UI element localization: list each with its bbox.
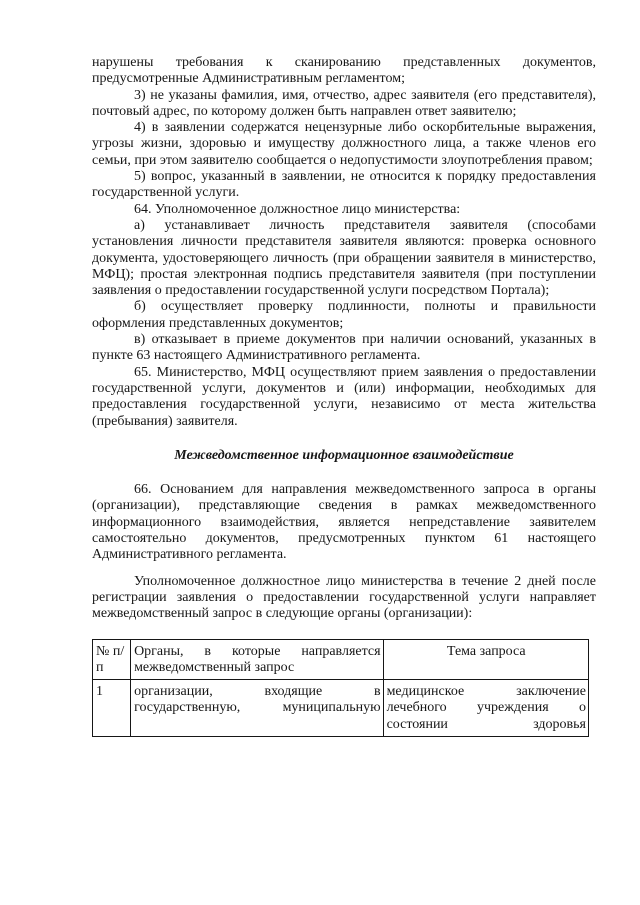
paragraph-64-b: б) осуществляет проверку подлинности, полноты и правильности оформления представленных документов;: [92, 299, 596, 331]
section-heading: Межведомственное информационное взаимодействие: [174, 447, 514, 463]
paragraph-64-a: а) устанавливает личность представителя заявителя (способами установления личности представителя заявителя являются: проверка основного документа, удостоверяющего личность (при обращении заявителя в министерство, МФЦ); простая электронная подпись представителя заявителя (при поступлении заявления о предоставлении государственной услуги посредством Портала);: [92, 217, 596, 299]
table-header-row: [93, 639, 589, 680]
paragraph-request-organs: Уполномоченное должностное лицо министерства в течение 2 дней после регистрации заявления о предоставлении государственной услуги направляет межведомственный запрос в следующие органы (организации):: [92, 573, 596, 622]
document-body: [92, 55, 596, 737]
request-table: [92, 639, 589, 737]
header-organs: Органы, в которые направляется межведомственный запрос: [131, 639, 384, 680]
table-row: [93, 680, 589, 737]
paragraph-item-3: 3) не указаны фамилия, имя, отчество, адрес заявителя (его представителя), почтовый адрес, по которому должен быть направлен ответ заявителю;: [92, 87, 596, 119]
paragraph-continuation: нарушены требования к сканированию представленных документов, предусмотренные Административным регламентом;: [92, 55, 596, 87]
row-num: 1: [93, 680, 131, 737]
header-num: № п/п: [93, 639, 131, 680]
paragraph-64-v: в) отказывает в приеме документов при наличии оснований, указанных в пункте 63 настоящего Административного регламента.: [92, 332, 596, 364]
paragraph-66: 66. Основанием для направления межведомственного запроса в органы (организации), представляющие сведения в рамках межведомственного информационного взаимодействия, является непредставление заявителем самостоятельно документов, предусмотренных пунктом 61 настоящего Административного регламента.: [92, 482, 596, 563]
paragraph-item-4: 4) в заявлении содержатся нецензурные либо оскорбительные выражения, угрозы жизни, здоровью и имуществу должностного лица, а также членов его семьи, при этом заявителю сообщается о недопустимости злоупотребления правом;: [92, 120, 596, 168]
paragraph-65: 65. Министерство, МФЦ осуществляют прием заявления о предоставлении государственной услуги, документов и (или) информации, необходимых для предоставления государственной услуги, независимо от места жительства (пребывания) заявителя.: [92, 364, 596, 429]
row-organs: организации, входящие в государственную, муниципальную: [131, 680, 384, 737]
paragraph-gap: [92, 564, 596, 574]
header-topic: Тема запроса: [383, 639, 588, 680]
paragraph-64: 64. Уполномоченное должностное лицо министерства:: [134, 201, 461, 217]
row-topic: медицинское заключение лечебного учреждения о состоянии здоровья: [383, 680, 588, 737]
paragraph-item-5: 5) вопрос, указанный в заявлении, не относится к порядку предоставления государственной услуги.: [92, 169, 596, 201]
